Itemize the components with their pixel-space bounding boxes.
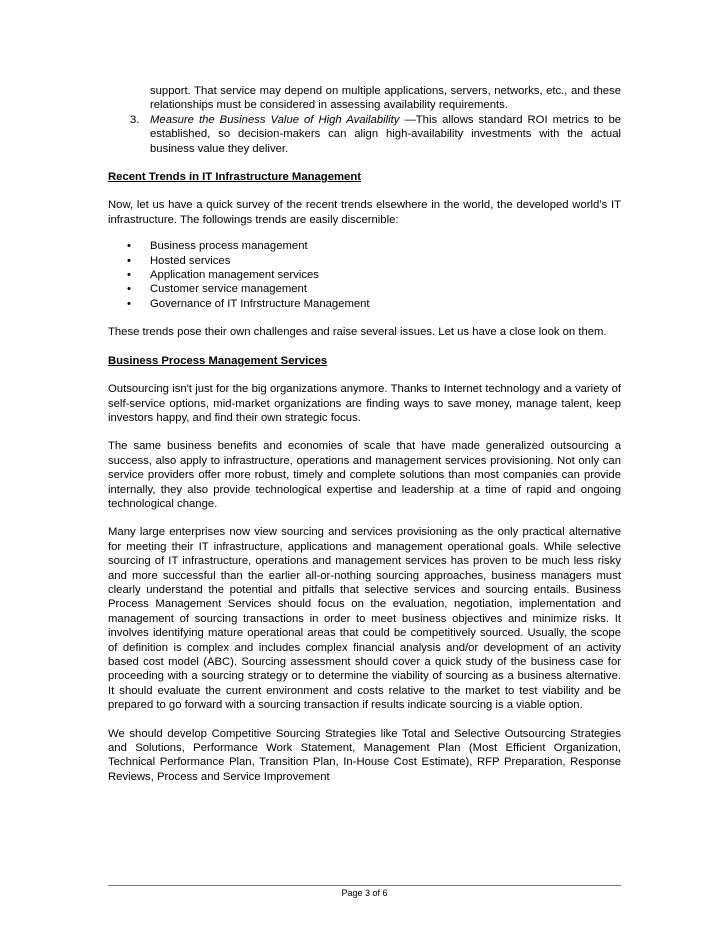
section-heading-recent-trends: Recent Trends in IT Infrastructure Management	[108, 171, 361, 184]
list-item-lead: Measure the Business Value of High Availability	[150, 113, 400, 126]
paragraph-competitive-sourcing: We should develop Competitive Sourcing Strategies like Total and Selective Outsourcing Strategies and Solutions, Performance Work Statement, Management Plan (Most Efficient Organization, Technical Performance Plan, Transition Plan, In-House Cost Estimate), RFP Preparation, Response Reviews, Process and Service Improvement	[108, 727, 621, 783]
bullet-icon: •	[127, 240, 131, 253]
bullet-item	[108, 297, 621, 311]
paragraph-outsourcing: Outsourcing isn't just for the big organizations anymore. Thanks to Internet technology and a variety of self-service options, mid-market organizations are finding ways to save money, manage talent, keep investors happy, and find their own strategic focus.	[108, 383, 621, 424]
paragraph-trends-closing: These trends pose their own challenges and raise several issues. Let us have a close look on them.	[108, 326, 607, 339]
bullet-icon: •	[127, 297, 131, 310]
paragraph-large-enterprises: Many large enterprises now view sourcing and services provisioning as the only practical alternative for meeting their IT infrastructure, applications and management operational goals. While selective sourcing of IT infrastructure, operations and management services has proven to be much less risky and more successful than the earlier all-or-nothing sourcing approaches, business managers must clearly understand the potential and pitfalls that selective services and sourcing entails. Business Process Management Services should focus on the evaluation, negotiation, implementation and management of sourcing transactions in order to meet business objectives and minimize risks. It involves identifying mature operational areas that could be competitively sourced. Usually, the scope of definition is complex and includes complex financial analysis and/or development of an activity based cost model (ABC). Sourcing assessment should cover a quick study of the business case for proceeding with a sourcing strategy or to determine the viability of sourcing as a business alternative. It should evaluate the current environment and costs relative to the market to test viability and be prepared to go forward with a sourcing transaction if results indicate sourcing is a viable option.	[108, 526, 621, 712]
bullet-item	[108, 254, 621, 268]
list-item-text: —This allows standard ROI metrics to be established, so decision-makers can align high-availability investments with the actual business value they deliver.	[150, 113, 622, 155]
bullet-icon: •	[127, 254, 131, 267]
numbered-list-item-3	[130, 113, 622, 156]
list-item-number: 3.	[130, 113, 140, 126]
paragraph-trends-intro: Now, let us have a quick survey of the recent trends elsewhere in the world, the developed world’s IT infrastructure. The followings trends are easily discernible:	[108, 199, 621, 226]
page-number: Page 3 of 6	[341, 888, 388, 898]
bullet-item	[108, 268, 621, 282]
bullet-text: Application management services	[150, 269, 319, 282]
document-page	[108, 84, 621, 784]
footer-divider	[108, 885, 621, 886]
bullet-text: Customer service management	[150, 283, 307, 296]
bullet-text: Business process management	[150, 240, 308, 253]
paragraph-business-benefits: The same business benefits and economies of scale that have made generalized outsourcing a success, also apply to infrastructure, operations and management services provisioning. Not only can service providers offer more robust, timely and complete solutions than most companies can provide internally, they also provide technological expertise and leadership at a time of rapid and ongoing technological change.	[108, 440, 621, 510]
bullet-icon: •	[127, 283, 131, 296]
bullet-text: Governance of IT Infrstructure Management	[150, 297, 370, 310]
bullet-icon: •	[127, 269, 131, 282]
trends-bullet-list	[108, 239, 621, 311]
bullet-text: Hosted services	[150, 254, 231, 267]
list-item-continuation: support. That service may depend on multiple applications, servers, networks, etc., and these relationships must be considered in assessing availability requirements.	[150, 85, 621, 112]
bullet-item	[108, 239, 621, 253]
section-heading-bpm-services: Business Process Management Services	[108, 354, 328, 367]
bullet-item	[108, 282, 621, 296]
